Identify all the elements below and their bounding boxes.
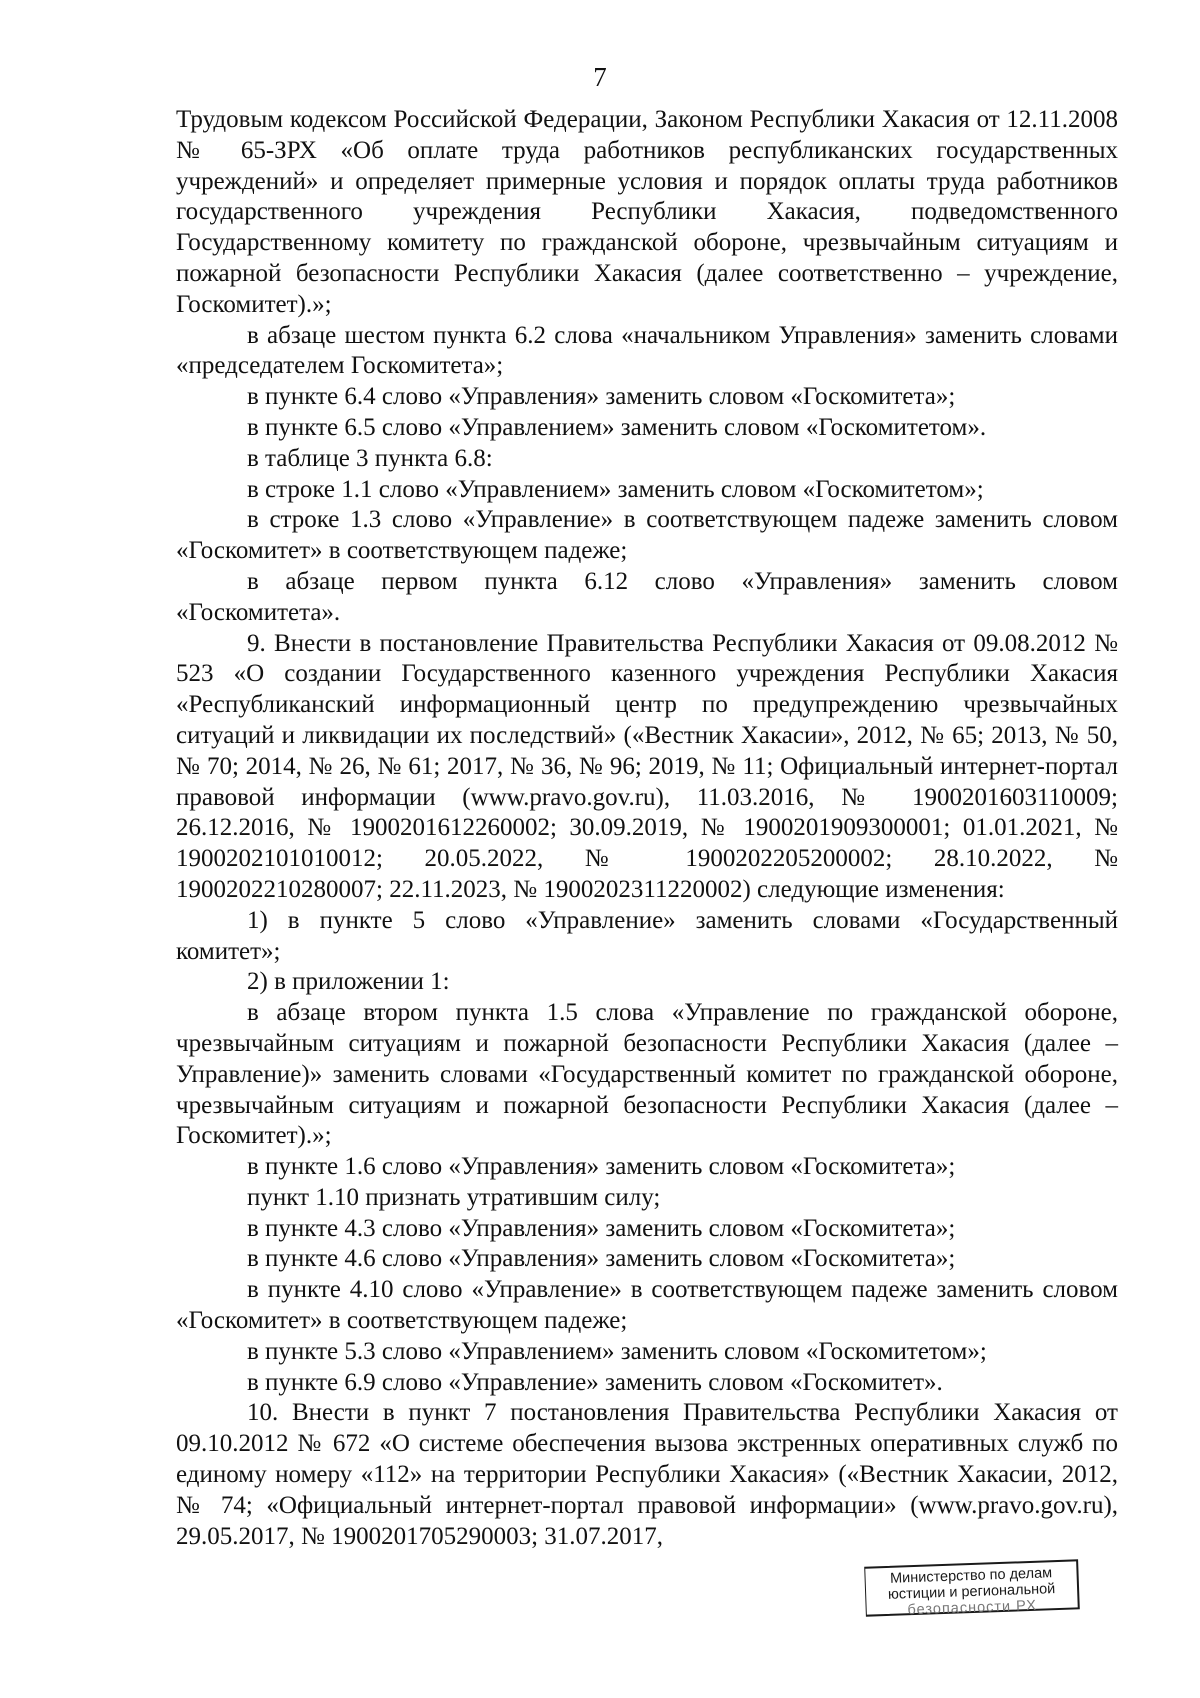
text-line: в пункте 6.9 слово «Управление» заменить словом «Госкомитет». [247,1368,943,1396]
paragraph [176,475,1118,506]
paragraph [176,413,1118,444]
page-number: 7 [593,62,607,92]
text-line: в пункте 6.5 слово «Управлением» заменить словом «Госкомитетом». [247,413,987,441]
paragraph [176,1244,1118,1275]
text-line: 10. Внести в пункт 7 постановления Правительства Республики Хакасия [247,1399,1082,1427]
text-line: «Республиканский информационный центр по предупреждению чрезвычайных [176,691,1118,719]
text-line: комитет»; [176,937,281,965]
text-line: от 12.11.2008 № 65-ЗРХ «Об оплате труда работников республиканских [176,106,1119,164]
paragraph [176,444,1118,475]
text-line: № 50, № 70; 2014, № 26, № 61; 2017, № 36, № 96; 2019, № 11; Официальный [176,721,1119,780]
paragraph-item-9 [176,629,1118,906]
stamp-line: юстиции и региональной [887,1581,1056,1603]
text-line: Трудовым кодексом Российской Федерации, Законом Республики Хакасия [176,106,970,133]
stamp-line: Министерство по делам [889,1565,1053,1587]
text-line: Хакасии, 2012, № 74; «Официальный интернет-портал правовой информации» [176,1461,1118,1519]
text-line: № 1900202205200002; 28.10.2022, № 1900202210280007; 22.11.2023, [176,845,1119,903]
text-line: соответственно – учреждение, Госкомитет).»; [176,259,1118,318]
paragraph [176,1152,1118,1183]
text-line: интернет-портал правовой информации (www.pravo.gov.ru), 11.03.2016, [176,752,1119,811]
text-line: словами «председателем Госкомитета»; [176,321,1118,380]
text-line: в таблице 3 пункта 6.8: [247,444,493,472]
registration-stamp [864,1559,1080,1619]
text-line: (далее – Госкомитет).»; [176,1091,1119,1150]
text-line: чрезвычайным ситуациям и пожарной безопасности Республики Хакасия (далее – [176,1029,1118,1057]
paragraph [176,1275,1118,1337]
paragraph [176,505,1118,567]
text-line: № 1900201603110009; 26.12.2016, № 1900201612260002; 30.09.2019, [176,783,1118,842]
text-line: в пункте 4.6 слово «Управления» заменить словом «Госкомитета»; [247,1245,956,1273]
text-line: пункт 1.10 признать утратившим силу; [247,1183,661,1211]
text-line: (www.pravo.gov.ru), 29.05.2017, № 1900201705290003; 31.07.2017, [176,1491,1119,1550]
text-line: государственных учреждений» и определяет примерные условия и порядок оплаты [176,136,1118,195]
paragraph [176,1214,1118,1245]
text-line: в пункте 6.4 слово «Управления» заменить словом «Госкомитета»; [247,383,956,411]
text-line: в строке 1.1 слово «Управлением» заменить словом «Госкомитетом»; [247,475,984,503]
text-line: в пункте 4.10 слово «Управление» в соответствующем падеже заменить [247,1276,1034,1304]
paragraph [176,321,1118,383]
text-line: «Госкомитета». [176,598,341,626]
text-line: словом «Госкомитет» в соответствующем падеже; [176,1276,1118,1335]
text-line: Управление)» заменить словами «Государственный комитет по гражданской [176,1060,1015,1088]
text-line: 2) в приложении 1: [247,968,450,996]
paragraph-item-10 [176,1398,1118,1552]
text-line: труда работников государственного учреждения Республики Хакасия, [176,167,1119,226]
text-line: от 09.10.2012 № 672 «О системе обеспечения вызова экстренных оперативных [176,1399,1118,1458]
stamp-line: безопасности РХ [907,1597,1038,1619]
text-line: в пункте 5.3 слово «Управлением» заменить словом «Госкомитетом»; [247,1337,987,1365]
text-line: в абзаце втором пункта 1.5 слова «Управление по гражданской обороне, [247,999,1118,1027]
paragraph [176,1337,1118,1368]
paragraph [176,906,1118,968]
text-line: № 523 «О создании Государственного казенного учреждения Республики Хакасия [176,629,1118,688]
text-line: ситуаций и ликвидации их последствий» («Вестник Хакасии», 2012, № 65; 2013, [176,721,1048,749]
text-line: № 1900201909300001; 01.01.2021, № 1900202101010012; 20.05.2022, [176,814,1118,873]
text-line: в пункте 1.6 слово «Управления» заменить словом «Госкомитета»; [247,1153,956,1181]
text-line: в строке 1.3 слово «Управление» в соответствующем падеже заменить [247,506,1032,534]
text-line: в абзаце первом пункта 6.12 слово «Управления» заменить словом [247,567,1118,595]
paragraph [176,1368,1118,1399]
paragraph [176,567,1118,629]
text-line: № 1900202311220002) следующие изменения: [513,875,1005,903]
text-line: служб по единому номеру «112» на территории Республики Хакасия» («Вестник [176,1430,1118,1489]
paragraph-continuation [176,105,1118,321]
paragraph [176,967,1118,998]
text-line: обороне, чрезвычайным ситуациям и пожарной безопасности Республики Хакасия [176,1060,1118,1119]
text-line: в пункте 4.3 слово «Управления» заменить словом «Госкомитета»; [247,1214,956,1242]
paragraph [176,1183,1118,1214]
text-line: 1) в пункте 5 слово «Управление» заменить словами «Государственный [247,906,1118,934]
text-line: словом «Госкомитет» в соответствующем падеже; [176,506,1118,565]
text-line: подведомственного Государственному комитету по гражданской обороне, [176,198,1118,257]
paragraph [176,998,1118,1152]
document-body [176,105,1118,1552]
text-line: 9. Внести в постановление Правительства Республики Хакасия от 09.08.2012 [247,629,1086,657]
text-line: чрезвычайным ситуациям и пожарной безопасности Республики Хакасия (далее [176,229,1118,287]
text-line: в абзаце шестом пункта 6.2 слова «начальником Управления» заменить [247,321,1022,349]
paragraph [176,382,1118,413]
